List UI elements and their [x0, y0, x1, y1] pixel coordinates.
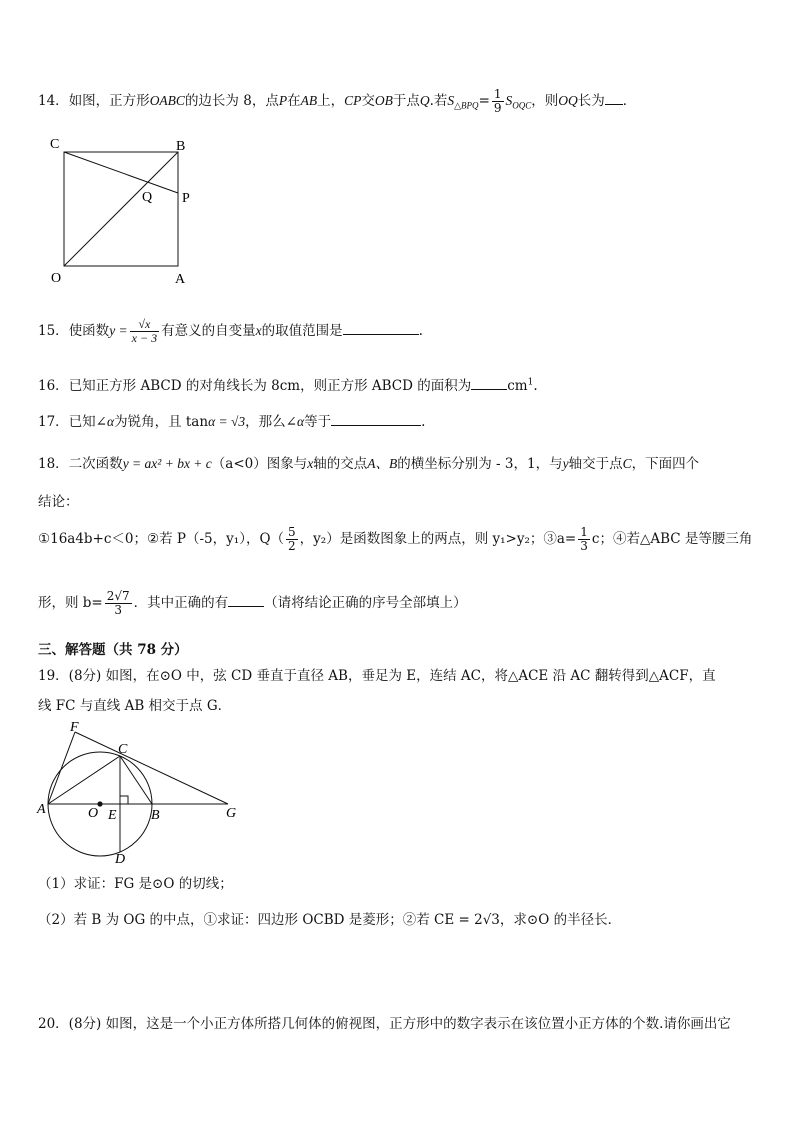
q14-text: 如图，正方形: [68, 93, 150, 109]
q16-text: .: [533, 378, 538, 394]
q14-text: 长为: [577, 93, 605, 109]
fraction-2root7-3: [105, 590, 132, 617]
q18-conclusions-label: 结论：: [38, 494, 79, 510]
points-ab: A、B: [367, 456, 398, 471]
frac-denominator: 2: [288, 539, 296, 553]
q18-text: 的横坐标分别为 - 3，1，与: [397, 456, 563, 472]
q18-text: （a<0）图象与: [211, 456, 308, 472]
segment-cb: [120, 756, 152, 804]
q18-text: 形，则 b=: [38, 595, 103, 611]
unit-superscript: 1: [527, 377, 534, 388]
q17-text: ，那么∠: [245, 414, 297, 430]
frac-numerator: 1: [493, 87, 502, 101]
diagonal-ob: [64, 152, 178, 266]
label-f: F: [70, 720, 79, 735]
q14-text: 于点: [392, 93, 420, 109]
q18-conclusions: [38, 526, 752, 553]
line-fg: [75, 732, 228, 804]
q17-text: .: [421, 414, 426, 430]
q14-text: 在: [287, 93, 301, 109]
alpha: α: [296, 414, 305, 429]
center-dot: [97, 801, 102, 806]
q17-text: 等于: [304, 414, 332, 430]
frac-denominator: 3: [580, 539, 588, 553]
question-number: 17．: [38, 414, 69, 430]
q14-figure: [44, 132, 204, 292]
q14-text: ．: [622, 93, 637, 109]
segment-ac: [48, 756, 120, 804]
area-symbol: S: [505, 93, 513, 108]
area-subscript: OQC: [512, 100, 532, 111]
q18-conclusion-text: c；④若△ABC 是等腰三角: [591, 531, 753, 547]
q14-text: 交: [361, 93, 375, 109]
segment-oq: OQ: [558, 93, 578, 108]
frac-denominator: 9: [493, 101, 502, 115]
label-d: D: [115, 852, 126, 866]
section-heading: 三、解答题（共 78 分）: [38, 642, 188, 658]
segment-cp: CP: [344, 93, 362, 108]
question-number: 18．: [38, 456, 69, 472]
q19-figure: [34, 718, 249, 866]
q14-text: 上，: [317, 93, 345, 109]
label-b: B: [151, 808, 160, 823]
label-a: A: [175, 272, 186, 287]
fraction-1-9: [492, 88, 504, 115]
variable-x: x: [255, 323, 262, 338]
q15-text: 的取值范围是: [261, 323, 343, 339]
q15-text: 使函数: [68, 323, 110, 339]
answer-blank[interactable]: [605, 104, 623, 105]
question-number: 15．: [38, 323, 69, 339]
alpha: α: [107, 414, 115, 429]
q18-text: 轴交于点: [568, 456, 623, 472]
fraction-1-3: [578, 526, 590, 553]
variable-y: y: [562, 456, 569, 471]
label-q: Q: [142, 190, 153, 205]
frac-denominator: x − 3: [131, 331, 158, 345]
question-18: [38, 452, 699, 472]
frac-numerator: 5: [288, 525, 296, 539]
square-name: OABC: [149, 93, 185, 108]
segment-ab: AB: [300, 93, 318, 108]
question-19-line2: 线 FC 与直线 AB 相交于点 G．: [38, 698, 232, 714]
question-number: 14．: [38, 93, 69, 109]
label-p: P: [182, 191, 190, 206]
function-fraction: [130, 318, 159, 345]
q18-conclusion-text: ①16a4b+c＜0；②若 P（-5，y₁），Q（: [38, 531, 285, 547]
label-c: C: [50, 137, 60, 152]
answer-blank[interactable]: [471, 389, 507, 390]
frac-numerator: 1: [580, 525, 588, 539]
label-c: C: [118, 742, 128, 757]
question-16: [38, 374, 538, 394]
q18-text: ．其中正确的有: [133, 595, 229, 611]
question-number: 16．: [38, 378, 69, 394]
equals: =: [478, 93, 490, 109]
area-symbol: S: [447, 93, 455, 108]
tan-value: α = √3: [208, 414, 246, 429]
q18-conclusion-text: ，y₂）是函数图象上的两点，则 y₁>y₂；③a=: [299, 531, 577, 547]
frac-numerator: 2√7: [106, 589, 130, 603]
point-c: C: [622, 456, 632, 471]
q16-text: 已知正方形 ABCD 的对角线长为 8cm，则正方形 ABCD 的面积为: [68, 378, 472, 394]
q15-text: 有意义的自变量: [161, 323, 256, 339]
q18-text: ，下面四个: [631, 456, 700, 472]
question-14: [38, 88, 636, 115]
label-e: E: [108, 808, 117, 823]
segment-ob: OB: [374, 93, 393, 108]
right-angle-mark: [120, 796, 128, 804]
label-o: O: [51, 271, 62, 286]
question-19-part2: （2）若 B 为 OG 的中点，①求证：四边形 OCBD 是菱形；②若 CE = 2√3，求⊙O 的半径长．: [38, 912, 622, 928]
q14-text: 的边长为 8，点: [184, 93, 279, 109]
point-p: P: [278, 93, 288, 108]
question-19-line1: 19．(8分) 如图，在⊙O 中，弦 CD 垂直于直径 AB，垂足为 E，连结 AC，将△ACE 沿 AC 翻转得到△ACF，直: [38, 668, 716, 684]
q15-text: .: [418, 323, 423, 339]
answer-blank[interactable]: [331, 425, 421, 426]
question-15: [38, 318, 423, 345]
segment-cp-line: [64, 152, 178, 193]
q14-text: ，则: [531, 93, 559, 109]
area-subscript: △BPQ: [454, 100, 479, 111]
q18-text: 二次函数: [68, 456, 123, 472]
unit: cm: [507, 378, 528, 394]
question-19-part1: （1）求证：FG 是⊙O 的切线；: [38, 876, 233, 892]
q18-text: 轴的交点: [313, 456, 368, 472]
q17-text: 已知∠: [68, 414, 107, 430]
label-o: O: [88, 806, 99, 821]
q18-text: （请将结论正确的序号全部填上）: [264, 595, 467, 611]
label-g: G: [226, 806, 237, 821]
function-y: y =: [109, 323, 128, 338]
frac-denominator: 3: [114, 603, 123, 617]
point-q: Q: [419, 93, 430, 108]
variable-x: x: [307, 456, 314, 471]
answer-blank[interactable]: [228, 606, 264, 607]
label-b: B: [176, 139, 186, 154]
q14-text: .若: [429, 93, 448, 109]
answer-blank[interactable]: [343, 334, 419, 335]
question-20-line1: 20．(8分) 如图，这是一个小正方体所搭几何体的俯视图，正方形中的数字表示在该位置小正方体的个数.请你画出它: [38, 1016, 731, 1032]
segment-af: [48, 732, 75, 804]
quadratic-function: y = ax² + bx + c: [122, 456, 212, 471]
question-17: [38, 410, 425, 430]
q18-line4: [38, 590, 467, 617]
label-a: A: [37, 802, 46, 817]
q17-text: 为锐角，且 tan: [114, 414, 209, 430]
fraction-5-2: [286, 526, 298, 553]
frac-numerator: √x: [130, 318, 159, 332]
